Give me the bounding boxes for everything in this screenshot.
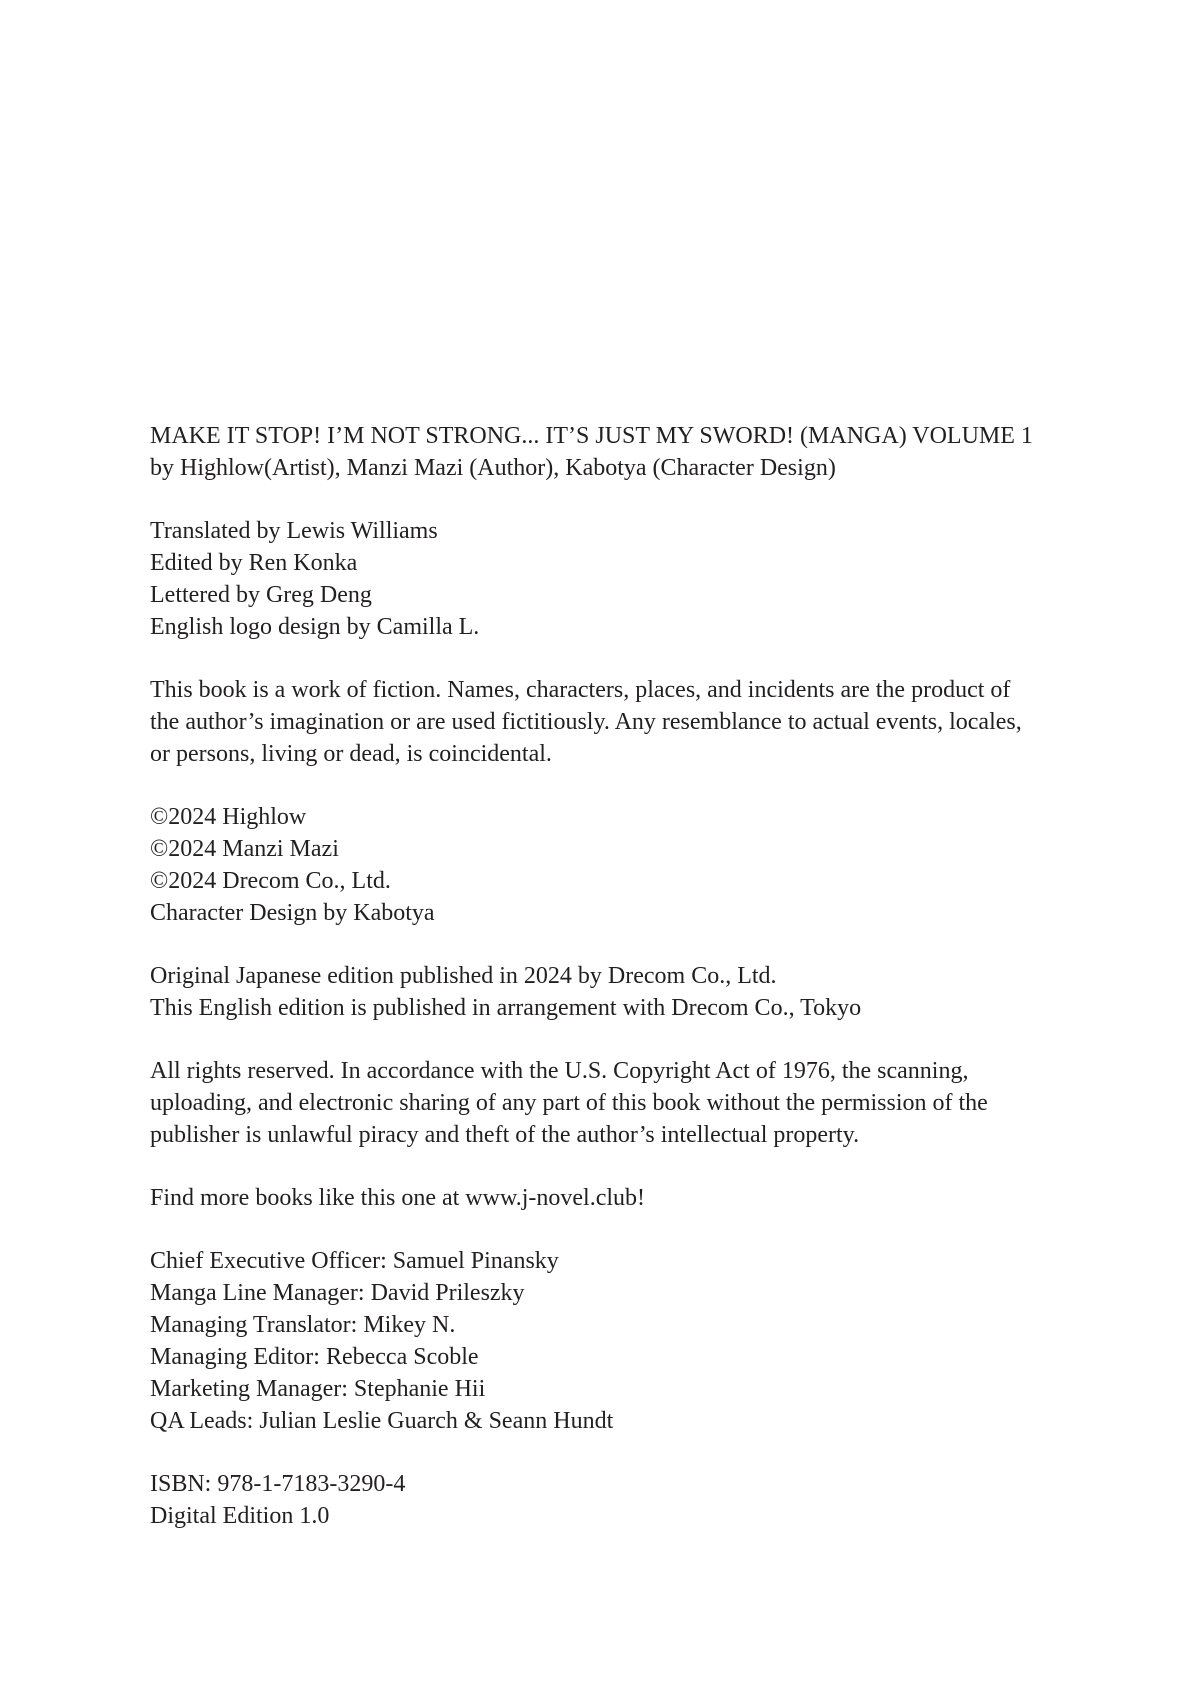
copyright-line: ©2024 Manzi Mazi [150, 836, 339, 862]
disclaimer-line: This book is a work of fiction. Names, characters, places, and incidents are the product of [150, 677, 1011, 703]
credit-letterer: Lettered by Greg Deng [150, 582, 372, 608]
book-title: MAKE IT STOP! I’M NOT STRONG... IT’S JUST MY SWORD! (MANGA) VOLUME 1 [150, 423, 1033, 449]
isbn-line: ISBN: 978-1-7183-3290-4 [150, 1471, 406, 1497]
rights-line: publisher is unlawful piracy and theft of the author’s intellectual property. [150, 1122, 860, 1148]
staff-line: Managing Editor: Rebecca Scoble [150, 1344, 479, 1370]
credits-block [150, 515, 1150, 643]
staff-line: Manga Line Manager: David Prileszky [150, 1280, 525, 1306]
credit-logo-designer: English logo design by Camilla L. [150, 614, 480, 640]
disclaimer-line: or persons, living or dead, is coincidental. [150, 741, 552, 767]
rights-block [150, 1055, 1150, 1151]
fiction-disclaimer [150, 674, 1150, 770]
website-block [150, 1182, 1150, 1214]
copyright-line: Character Design by Kabotya [150, 900, 435, 926]
title-block [150, 420, 1150, 484]
disclaimer-line: the author’s imagination or are used fictitiously. Any resemblance to actual events, locales, [150, 709, 1022, 735]
credit-translator: Translated by Lewis Williams [150, 518, 438, 544]
staff-line: Chief Executive Officer: Samuel Pinansky [150, 1248, 559, 1274]
book-byline: by Highlow(Artist), Manzi Mazi (Author), Kabotya (Character Design) [150, 455, 836, 481]
edition-info-block [150, 960, 1150, 1024]
rights-line: All rights reserved. In accordance with the U.S. Copyright Act of 1976, the scanning, [150, 1058, 969, 1084]
copyright-block [150, 801, 1150, 929]
website-line: Find more books like this one at www.j-novel.club! [150, 1185, 646, 1211]
edition-info-line: This English edition is published in arrangement with Drecom Co., Tokyo [150, 995, 862, 1021]
copyright-page [150, 420, 1150, 1563]
isbn-block [150, 1468, 1150, 1532]
credit-editor: Edited by Ren Konka [150, 550, 358, 576]
staff-line: Marketing Manager: Stephanie Hii [150, 1376, 486, 1402]
staff-line: QA Leads: Julian Leslie Guarch & Seann Hundt [150, 1408, 614, 1434]
edition-info-line: Original Japanese edition published in 2024 by Drecom Co., Ltd. [150, 963, 777, 989]
staff-block [150, 1245, 1150, 1437]
rights-line: uploading, and electronic sharing of any part of this book without the permission of the [150, 1090, 988, 1116]
copyright-line: ©2024 Drecom Co., Ltd. [150, 868, 391, 894]
staff-line: Managing Translator: Mikey N. [150, 1312, 456, 1338]
digital-edition-line: Digital Edition 1.0 [150, 1503, 330, 1529]
copyright-line: ©2024 Highlow [150, 804, 307, 830]
